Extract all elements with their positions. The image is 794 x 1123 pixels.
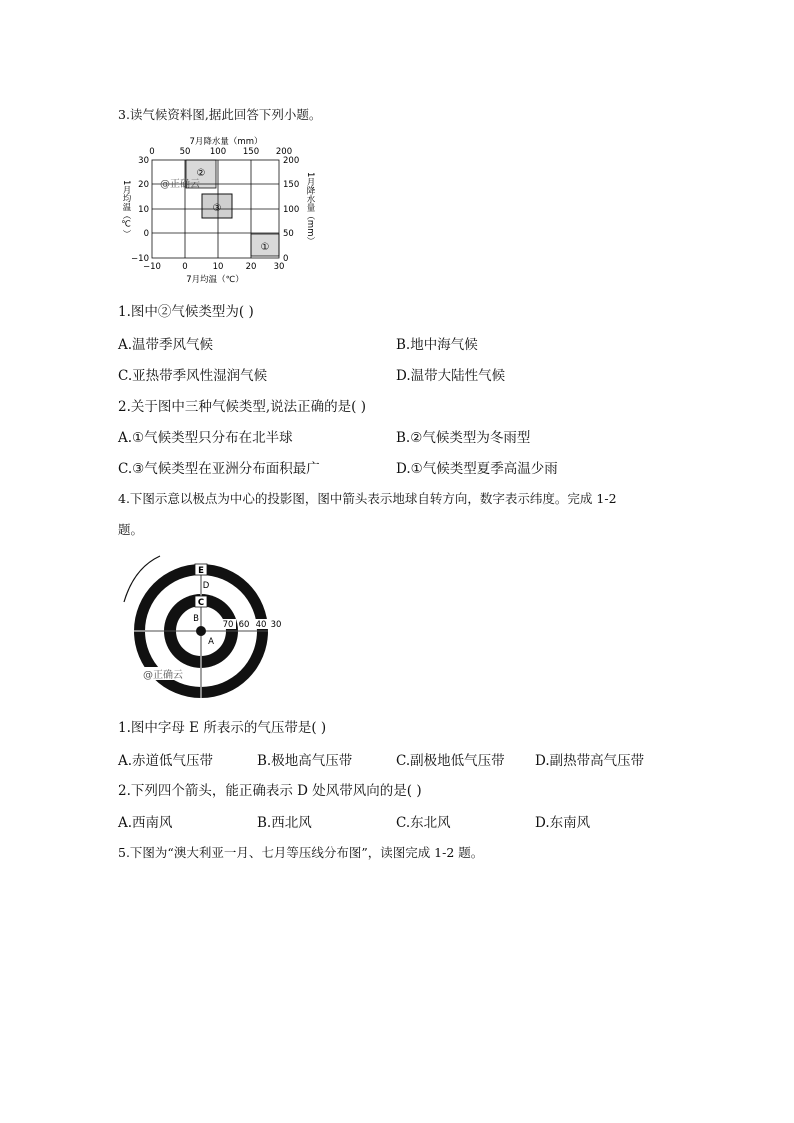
bottom-tick: 30: [273, 262, 285, 272]
top-axis-title: 7月降水量（mm）: [189, 137, 263, 147]
q4-sub2-option-c[interactable]: C.东北风: [396, 815, 451, 831]
q4-sub1-option-b[interactable]: B.极地高气压带: [257, 753, 353, 769]
q3-stem: 3.读气候资料图,据此回答下列小题。: [118, 107, 322, 122]
q4-sub1-question: 1.图中字母 E 所表示的气压带是( ): [118, 720, 327, 736]
right-tick: 100: [283, 205, 300, 215]
top-tick: 150: [242, 147, 260, 157]
letter-d: D: [202, 581, 210, 591]
q4-sub2-question: 2.下列四个箭头，能正确表示 D 处风带风向的是( ): [118, 783, 422, 799]
q3-sub1-option-a[interactable]: A.温带季风气候: [118, 337, 214, 353]
bottom-tick: 20: [245, 262, 257, 272]
bottom-tick: 0: [182, 262, 188, 272]
q3-sub2-option-c[interactable]: C.③气候类型在亚洲分布面积最广: [118, 461, 320, 477]
left-tick: −10: [131, 254, 149, 264]
q4-sub2-option-a[interactable]: A.西南风: [118, 815, 173, 831]
q4-stem-line1: 4.下图示意以极点为中心的投影图，图中箭头表示地球自转方向，数字表示纬度。完成 1-2: [118, 491, 617, 506]
right-tick: 200: [283, 156, 300, 166]
right-tick: 50: [283, 229, 294, 239]
lat-40: 40: [255, 620, 267, 630]
letter-e: E: [198, 566, 204, 576]
q3-sub2-option-d[interactable]: D.①气候类型夏季高温少雨: [396, 461, 558, 477]
box-label-3: ③: [212, 203, 222, 214]
left-tick: 30: [138, 156, 149, 166]
q3-sub1-option-c[interactable]: C.亚热带季风性湿润气候: [118, 368, 268, 384]
q4-sub1-option-c[interactable]: C.副极地低气压带: [396, 753, 505, 769]
lat-30: 30: [270, 620, 282, 630]
right-axis-title: 1月降水量（mm）: [305, 172, 315, 245]
q3-sub1-option-d[interactable]: D.温带大陆性气候: [396, 368, 506, 384]
q4-stem-line2: 题。: [118, 522, 144, 537]
watermark: @正确云: [160, 179, 200, 190]
watermark: @正确云: [143, 670, 183, 681]
top-tick: 0: [149, 147, 155, 157]
q4-sub2-option-b[interactable]: B.西北风: [257, 815, 312, 831]
lat-60: 60: [238, 620, 250, 630]
bottom-tick: 10: [212, 262, 224, 272]
q4-sub2-option-d[interactable]: D.东南风: [535, 815, 591, 831]
letter-b: B: [193, 614, 199, 624]
left-tick: 20: [138, 180, 149, 190]
top-tick: 100: [209, 147, 227, 157]
q3-sub2-option-a[interactable]: A.①气候类型只分布在北半球: [118, 430, 293, 446]
q3-sub1-question: 1.图中②气候类型为( ): [118, 304, 254, 320]
right-tick: 150: [283, 180, 300, 190]
box-label-1: ①: [260, 242, 270, 253]
pole-dot: [196, 626, 206, 636]
q3-sub2-option-b[interactable]: B.②气候类型为冬雨型: [396, 430, 531, 446]
q4-sub1-option-d[interactable]: D.副热带高气压带: [535, 753, 645, 769]
bottom-axis-title: 7月均温（℃）: [186, 275, 244, 285]
letter-a: A: [208, 637, 214, 647]
box-label-2: ②: [196, 168, 206, 179]
right-tick: 0: [283, 254, 289, 264]
left-tick: 10: [138, 205, 149, 215]
lat-70: 70: [222, 620, 234, 630]
left-tick: 0: [143, 229, 149, 239]
q5-stem: 5.下图为“澳大利亚一月、七月等压线分布图”，读图完成 1-2 题。: [118, 845, 484, 860]
top-tick: 50: [179, 147, 191, 157]
climate-chart: [112, 132, 322, 287]
q4-sub1-option-a[interactable]: A.赤道低气压带: [118, 753, 214, 769]
letter-c: C: [197, 598, 205, 608]
q3-sub2-question: 2.关于图中三种气候类型,说法正确的是( ): [118, 399, 366, 415]
polar-projection-diagram: [118, 548, 298, 698]
bottom-tick: −10: [143, 262, 161, 272]
q3-sub1-option-b[interactable]: B.地中海气候: [396, 337, 478, 353]
top-tick: 200: [275, 147, 293, 157]
left-axis-title: 1月均温（℃）: [121, 180, 131, 238]
